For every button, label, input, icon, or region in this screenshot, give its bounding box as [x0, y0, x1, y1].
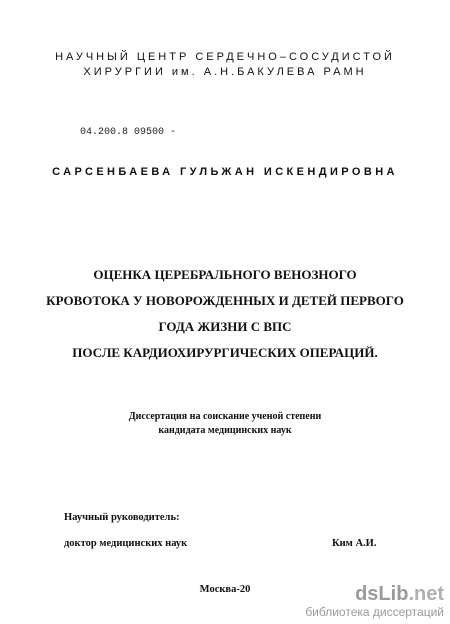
watermark-logo-tld: .net	[408, 583, 444, 605]
institution-line-2: ХИРУРГИИ им. А.Н.БАКУЛЕВА РАМН	[83, 66, 367, 78]
watermark-logo	[305, 584, 444, 604]
title-line-1: ОЦЕНКА ЦЕРЕБРАЛЬНОГО ВЕНОЗНОГО	[93, 267, 357, 282]
advisor-degree: доктор медицинских наук	[64, 538, 188, 549]
degree-statement-line-2: кандидата медицинских наук	[158, 425, 292, 436]
city-year: Москва-20	[199, 584, 251, 595]
author-name: САРСЕНБАЕВА ГУЛЬЖАН ИСКЕНДИРОВНА	[52, 166, 398, 178]
watermark-caption: библиотека диссертаций	[305, 605, 444, 619]
library-stamp-number: 04.200.8 09500 -	[80, 127, 177, 138]
site-watermark[interactable]	[305, 584, 444, 618]
title-line-2: КРОВОТОКА У НОВОРОЖДЕННЫХ И ДЕТЕЙ ПЕРВОГО	[46, 293, 404, 308]
institution-line-1: НАУЧНЫЙ ЦЕНТР СЕРДЕЧНО–СОСУДИСТОЙ	[55, 51, 395, 63]
degree-statement-line-1: Диссертация на соискание ученой степени	[128, 411, 322, 422]
degree-statement	[0, 410, 450, 438]
dissertation-title	[40, 262, 410, 366]
advisor-name: Ким А.И.	[332, 538, 377, 549]
institution-header	[0, 50, 450, 80]
title-line-3: ГОДА ЖИЗНИ С ВПС	[158, 319, 292, 334]
title-line-4: ПОСЛЕ КАРДИОХИРУРГИЧЕСКИХ ОПЕРАЦИЙ.	[72, 345, 378, 360]
watermark-logo-main: dsLib	[355, 583, 409, 605]
advisor-label: Научный руководитель:	[64, 512, 180, 523]
